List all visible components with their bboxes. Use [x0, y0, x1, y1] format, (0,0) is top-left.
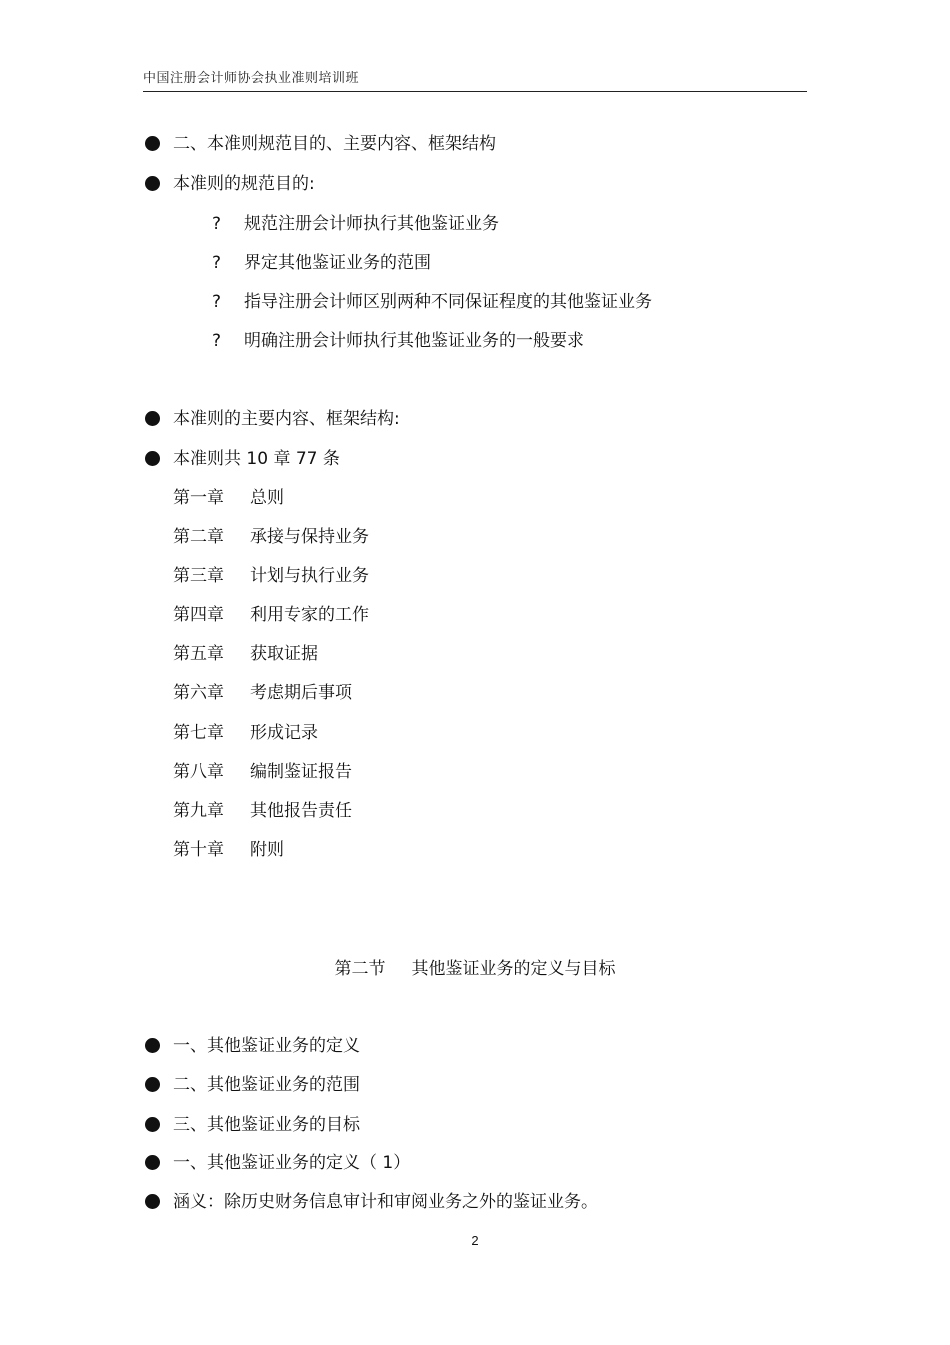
- question-mark-icon: ?: [212, 253, 222, 273]
- chapter-item: [173, 526, 369, 548]
- header-rule: [143, 91, 807, 92]
- chapter-item: [173, 565, 369, 587]
- purpose-text: 明确注册会计师执行其他鉴证业务的一般要求: [244, 331, 584, 351]
- chapter-title: 其他报告责任: [250, 801, 352, 821]
- chapter-title: 考虑期后事项: [250, 683, 352, 703]
- header-title: 中国注册会计师协会执业准则培训班: [143, 71, 360, 86]
- bullet-text: 一、其他鉴证业务的定义（ 1）: [173, 1153, 411, 1173]
- bullet-dot-icon: [145, 1077, 160, 1092]
- question-mark-icon: ?: [212, 214, 222, 234]
- bullet-dot-icon: [145, 1155, 160, 1170]
- chapter-title: 形成记录: [250, 723, 318, 743]
- bullet-item: [145, 1074, 360, 1096]
- purpose-text: 规范注册会计师执行其他鉴证业务: [244, 214, 499, 234]
- bullet-text: 三、其他鉴证业务的目标: [173, 1115, 360, 1135]
- bullet-text: 二、其他鉴证业务的范围: [173, 1075, 360, 1095]
- question-mark-icon: ?: [212, 292, 222, 312]
- chapter-number: 第十章: [173, 840, 224, 860]
- bullet-item: [145, 1035, 360, 1057]
- bullet-item: [145, 133, 496, 155]
- bullet-dot-icon: [145, 411, 160, 426]
- chapter-title: 利用专家的工作: [250, 605, 369, 625]
- bullet-text: 涵义：除历史财务信息审计和审阅业务之外的鉴证业务。: [173, 1192, 598, 1212]
- section-number: 第二节: [334, 959, 386, 979]
- purpose-item: [212, 330, 584, 352]
- bullet-item: [145, 173, 315, 195]
- chapter-number: 第七章: [173, 723, 224, 743]
- chapter-number: 第四章: [173, 605, 224, 625]
- bullet-text: 一、其他鉴证业务的定义: [173, 1036, 360, 1056]
- chapter-number: 第六章: [173, 683, 224, 703]
- section-title: 其他鉴证业务的定义与目标: [411, 959, 616, 979]
- chapter-number: 第九章: [173, 801, 224, 821]
- bullet-text: 本准则共 10 章 77 条: [173, 449, 340, 469]
- chapter-item: [173, 604, 369, 626]
- bullet-item: [145, 1152, 410, 1174]
- bullet-dot-icon: [145, 176, 160, 191]
- bullet-item: [145, 408, 400, 430]
- chapter-item: [173, 643, 318, 665]
- chapter-title: 编制鉴证报告: [250, 762, 352, 782]
- question-mark-icon: ?: [212, 331, 222, 351]
- purpose-item: [212, 213, 499, 235]
- bullet-dot-icon: [145, 1194, 160, 1209]
- purpose-text: 指导注册会计师区别两种不同保证程度的其他鉴证业务: [244, 292, 652, 312]
- chapter-item: [173, 839, 284, 861]
- chapter-number: 第五章: [173, 644, 224, 664]
- chapter-item: [173, 487, 284, 509]
- bullet-item: [145, 1191, 598, 1213]
- chapter-number: 第二章: [173, 527, 224, 547]
- bullet-text: 本准则的规范目的:: [173, 174, 315, 194]
- chapter-item: [173, 800, 352, 822]
- page-number: 2: [471, 1233, 479, 1248]
- chapter-item: [173, 761, 352, 783]
- chapter-number: 第八章: [173, 762, 224, 782]
- chapter-title: 计划与执行业务: [250, 566, 369, 586]
- chapter-title: 附则: [250, 840, 284, 860]
- chapter-number: 第一章: [173, 488, 224, 508]
- section-heading: [0, 958, 950, 980]
- chapter-title: 承接与保持业务: [250, 527, 369, 547]
- chapter-item: [173, 722, 318, 744]
- chapter-title: 获取证据: [250, 644, 318, 664]
- chapter-number: 第三章: [173, 566, 224, 586]
- purpose-text: 界定其他鉴证业务的范围: [244, 253, 431, 273]
- bullet-dot-icon: [145, 136, 160, 151]
- bullet-item: [145, 448, 340, 470]
- bullet-text: 二、本准则规范目的、主要内容、框架结构: [173, 134, 496, 154]
- bullet-dot-icon: [145, 1117, 160, 1132]
- bullet-dot-icon: [145, 451, 160, 466]
- chapter-title: 总则: [250, 488, 284, 508]
- purpose-item: [212, 291, 652, 313]
- bullet-item: [145, 1114, 360, 1136]
- chapter-item: [173, 682, 352, 704]
- bullet-dot-icon: [145, 1038, 160, 1053]
- purpose-item: [212, 252, 431, 274]
- bullet-text: 本准则的主要内容、框架结构:: [173, 409, 400, 429]
